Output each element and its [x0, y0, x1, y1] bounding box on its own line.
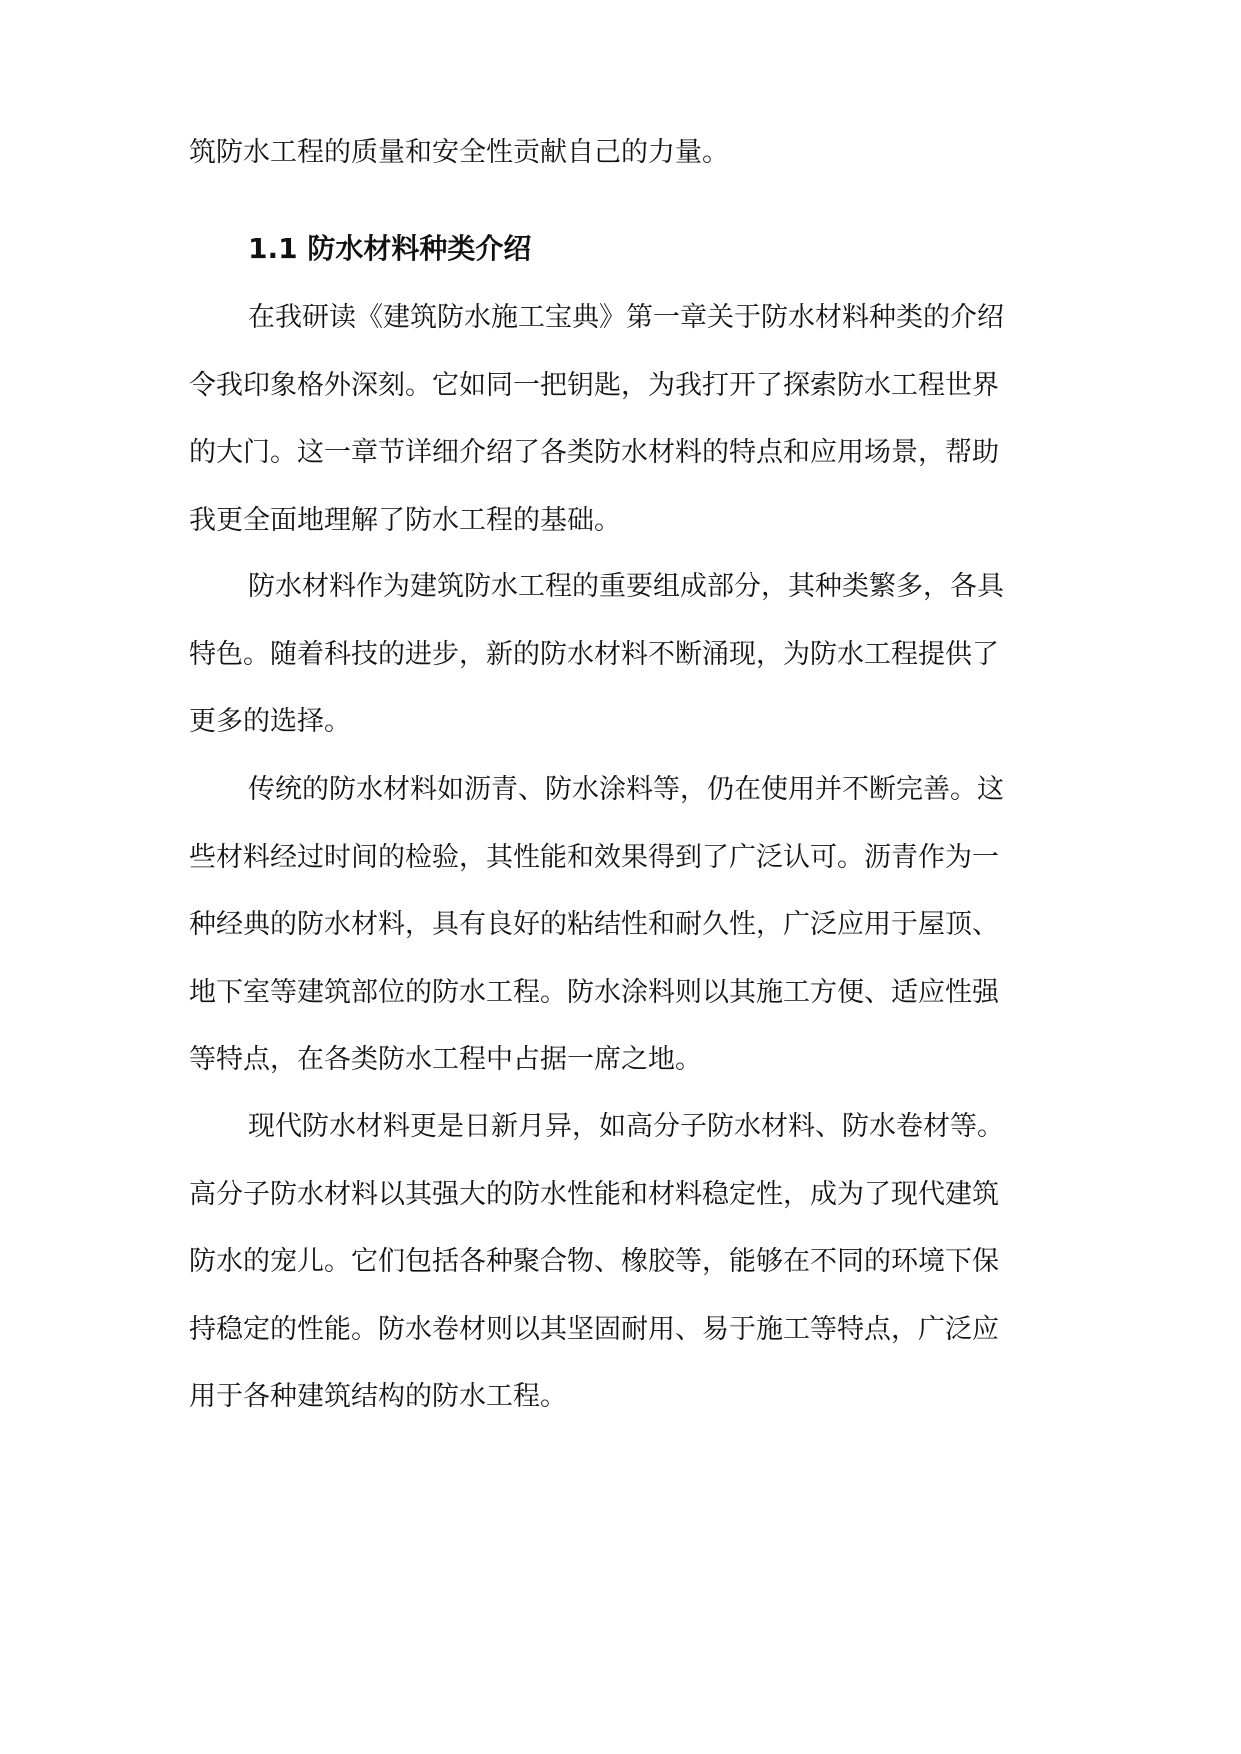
paragraph-line: 些材料经过时间的检验，其性能和效果得到了广泛认可。沥青作为一: [189, 842, 999, 873]
paragraph-line: 防水的宠儿。它们包括各种聚合物、橡胶等，能够在不同的环境下保: [189, 1246, 999, 1277]
paragraph-line: 用于各种建筑结构的防水工程。: [189, 1381, 567, 1412]
paragraph-line: 地下室等建筑部位的防水工程。防水涂料则以其施工方便、适应性强: [189, 977, 999, 1008]
paragraph-line: 令我印象格外深刻。它如同一把钥匙，为我打开了探索防水工程世界: [189, 370, 999, 401]
paragraph-line: 特色。随着科技的进步，新的防水材料不断涌现，为防水工程提供了: [189, 639, 999, 670]
paragraph-line: 防水材料作为建筑防水工程的重要组成部分，其种类繁多，各具: [248, 571, 1004, 602]
continuation-line: 筑防水工程的质量和安全性贡献自己的力量。: [189, 137, 729, 168]
paragraph-line: 高分子防水材料以其强大的防水性能和材料稳定性，成为了现代建筑: [189, 1179, 999, 1210]
section-heading: 1.1 防水材料种类介绍: [248, 232, 532, 265]
paragraph-line: 传统的防水材料如沥青、防水涂料等，仍在使用并不断完善。这: [248, 774, 1004, 805]
paragraph-line: 在我研读《建筑防水施工宝典》第一章关于防水材料种类的介绍: [248, 302, 1004, 333]
paragraph-line: 我更全面地理解了防水工程的基础。: [189, 505, 621, 536]
paragraph-line: 的大门。这一章节详细介绍了各类防水材料的特点和应用场景，帮助: [189, 437, 999, 468]
paragraph-line: 种经典的防水材料，具有良好的粘结性和耐久性，广泛应用于屋顶、: [189, 909, 999, 940]
paragraph-line: 等特点，在各类防水工程中占据一席之地。: [189, 1044, 702, 1075]
paragraph-line: 现代防水材料更是日新月异，如高分子防水材料、防水卷材等。: [248, 1111, 1004, 1142]
paragraph-line: 更多的选择。: [189, 706, 351, 737]
paragraph-line: 持稳定的性能。防水卷材则以其坚固耐用、易于施工等特点，广泛应: [189, 1314, 999, 1345]
